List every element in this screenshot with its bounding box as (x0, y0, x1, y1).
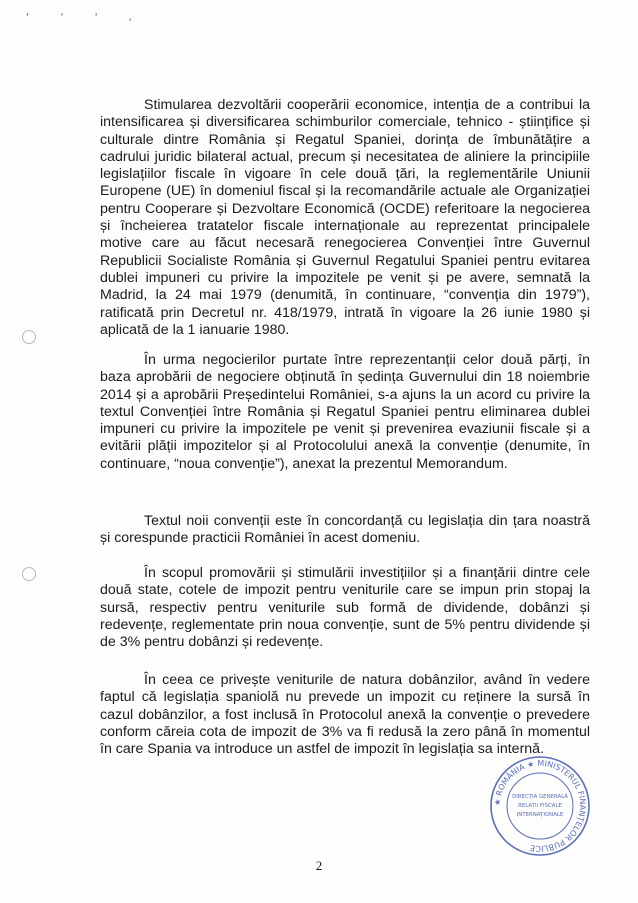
stamp-inner-line-3: INTERNAȚIONALE (516, 812, 564, 818)
paragraph-5: În ceea ce privește veniturile de natura dobânzilor, având în vedere faptul că legislația spaniolă nu prevede un impozit cu reținere la sursă în cazul dobânzilor, a fost inclusă în Protocolul anexă la convenție o prevedere conform căreia cota de impozit de 3% va fi redusă la zero până în momentul în care Spania va introduce un astfel de impozit în legislația sa internă. (100, 672, 590, 758)
scan-marks: ‘ ‘ ' , (26, 12, 146, 23)
punch-hole (22, 567, 36, 581)
paragraph-2: În urma negocierilor purtate între reprezentanții celor două părți, în baza aprobării de negociere obținută în ședința Guvernului din 18 noiembrie 2014 și a aprobării Președintelui României, s-a ajuns la un acord cu privire la textul Convenției între România și Regatul Spaniei pentru eliminarea dublei impuneri cu privire la impozitele pe venit și prevenirea evaziunii fiscale și a evitării plății impozitelor și al Protocolului anexă la convenție (denumite, în continuare, “noua convenție”), anexat la prezentul Memorandum. (100, 352, 590, 472)
stamp-outer-text: ★ ROMÂNIA ★ MINISTERUL FINANȚELOR PUBLICE (492, 758, 588, 854)
stamp-inner-line-1: DIRECȚIA GENERALĂ (512, 794, 568, 800)
paragraph-3: Textul noii convenții este în concordanță cu legislația din țara noastră și corespunde practicii României în acest domeniu. (100, 513, 590, 547)
stamp-inner-line-2: RELAȚII FISCALE (518, 803, 562, 809)
punch-hole (22, 330, 36, 344)
official-stamp (488, 754, 592, 858)
page-number: 2 (315, 858, 323, 873)
paragraph-4: În scopul promovării și stimulării investițiilor și a finanțării dintre cele două state, cotele de impozit pentru veniturile care se impun prin stopaj la sursă, respectiv pentru veniturile sub formă de dividende, dobânzi și redevențe, reglementate prin noua convenție, sunt de 5% pentru dividende și de 3% pentru dobânzi și redevențe. (100, 565, 590, 651)
paragraph-1: Stimularea dezvoltării cooperării economice, intenția de a contribui la intensificarea și diversificarea schimburilor comerciale, tehnico - științifice și culturale dintre România și Regatul Spaniei, dorința de îmbunătățire a cadrului juridic bilateral actual, precum și necesitatea de aliniere la principiile legislațiilor fiscale în vigoare în cele două țări, la reglementările Uniunii Europene (UE) în domeniul fiscal și la recomandările actuale ale Organizației pentru Cooperare și Dezvoltare Economică (OCDE) referitoare la negocierea și încheierea tratatelor fiscale internaționale au reprezentat principalele motive care au făcut necesară renegocierea Convenției între Guvernul Republicii Socialiste România și Guvernul Regatului Spaniei pentru evitarea dublei impuneri cu privire la impozitele pe venit și pe avere, semnată la Madrid, la 24 mai 1979 (denumită, în continuare, “convenția din 1979”), ratificată prin Decretul nr. 418/1979, intrată în vigoare la 26 iunie 1980 și aplicată de la 1 ianuarie 1980. (100, 97, 590, 338)
